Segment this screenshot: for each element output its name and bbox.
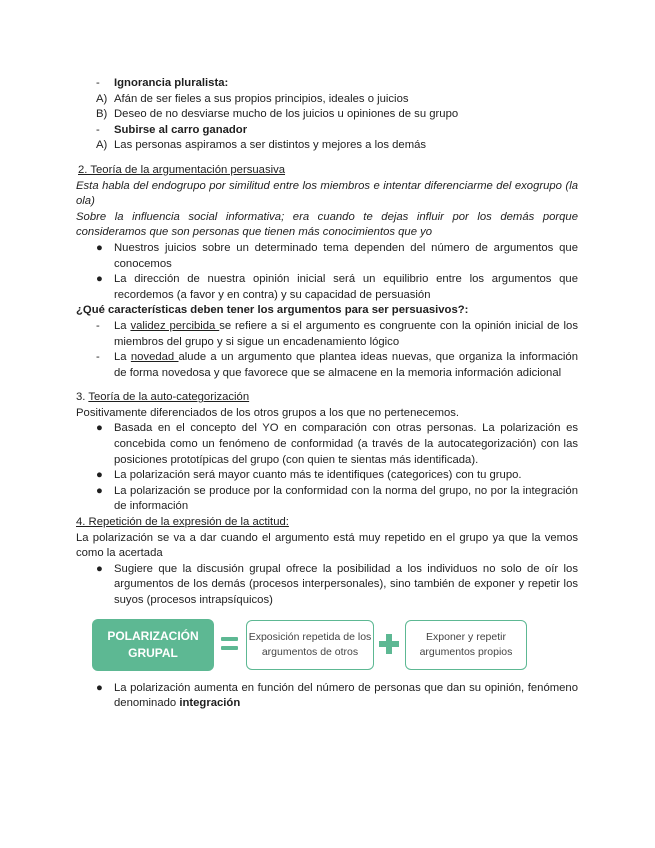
- section-2-title: 2. Teoría de la argumentación persuasiva: [78, 163, 286, 176]
- paragraph: Sobre la influencia social informativa; era cuando te dejas influir por los demás porque consideramos que son personas que tienen más conocimientos que yo: [76, 210, 578, 239]
- equals-icon: [221, 637, 238, 655]
- question-heading: ¿Qué características deben tener los argumentos para ser persuasivos?:: [76, 304, 469, 317]
- list-item: [76, 319, 578, 350]
- list-item: [76, 123, 578, 139]
- section-heading: [76, 390, 578, 406]
- dash-marker: -: [96, 351, 100, 364]
- bullet-item: [76, 272, 578, 303]
- list-text: Afán de ser fieles a sus propios principios, ideales o juicios: [114, 92, 409, 105]
- bullet-text: La dirección de nuestra opinión inicial será un equilibrio entre los argumentos que recordemos (a favor y en contra) y su capacidad de persuasión: [114, 273, 578, 301]
- list-item: [76, 138, 578, 154]
- section-3-number: 3.: [76, 391, 89, 404]
- list-text-prefix: La: [114, 351, 131, 364]
- section-4-title: 4. Repetición de la expresión de la actitud:: [76, 516, 289, 529]
- list-text: Deseo de no desviarse mucho de los juicios u opiniones de su grupo: [114, 108, 459, 121]
- paragraph: Positivamente diferenciados de los otros grupos a los que no pertenecemos.: [76, 406, 460, 419]
- diagram-box-exposure: Exposición repetida de los argumentos de otros: [246, 620, 374, 670]
- term-integracion: integración: [179, 697, 241, 710]
- bullet-text: La polarización se produce por la conformidad con la norma del grupo, no por la integración de información: [114, 484, 578, 513]
- section-heading: [76, 163, 578, 179]
- bullet-marker: ●: [96, 562, 103, 575]
- bullet-item: [76, 241, 578, 272]
- bullet-text: Nuestros juicios sobre un determinado tema dependen del número de argumentos que conocemos: [114, 241, 578, 270]
- list-text: se refiere a si el argumento es congruente con la opinión inicial de los miembros del grupo y si sigue un encadenamiento lógico: [114, 319, 578, 348]
- paragraph: La polarización se va a dar cuando el argumento está muy repetido en el grupo ya que la vemos como la acertada: [76, 531, 578, 560]
- bullet-item: [76, 562, 578, 609]
- dash-marker: -: [96, 77, 100, 89]
- bullet-text: Sugiere que la discusión grupal ofrece la posibilidad a los individuos no solo de oír los argumentos de los demás (procesos interpersonales), sino también de exponer y repetir los suyos (procesos intrapsíquicos): [114, 562, 578, 606]
- dash-marker: -: [96, 319, 100, 332]
- item-carro-ganador: Subirse al carro ganador: [114, 123, 248, 136]
- term-validez-percibida: validez percibida: [130, 319, 220, 332]
- list-item: [76, 92, 578, 108]
- bullet-item: [76, 681, 578, 712]
- list-text: alude a un argumento que plantea ideas nuevas, que organiza la información de forma novedosa y que favorece que se almacene en la memoria información adicional: [114, 351, 579, 379]
- diagram-box-expose-repeat: Exponer y repetir argumentos propios: [405, 620, 527, 670]
- bullet-item: [76, 468, 578, 484]
- polarization-diagram: [92, 619, 578, 673]
- bullet-marker: ●: [96, 469, 103, 482]
- bullet-item: [76, 421, 578, 468]
- bullet-text: Basada en el concepto del YO en comparación con otras personas. La polarización es concebida como un fenómeno de conformidad (a través de la autocategorización) con las posiciones prototípicas del grupo (con quien te sientas más identificada).: [114, 422, 578, 466]
- document-page: [76, 76, 578, 712]
- bullet-marker: ●: [96, 681, 103, 694]
- list-item: [76, 76, 578, 92]
- dash-marker: -: [96, 123, 100, 136]
- list-text-prefix: La: [114, 319, 131, 332]
- list-item: [76, 350, 578, 381]
- letter-marker: A): [96, 139, 108, 152]
- bullet-item: [76, 484, 578, 515]
- section-3-title: Teoría de la auto-categorización: [88, 391, 250, 404]
- plus-icon: [379, 634, 399, 654]
- item-ignorancia-pluralista: Ignorancia pluralista:: [114, 77, 229, 89]
- bullet-text: La polarización será mayor cuanto más te identifiques (categorices) con tu grupo.: [114, 469, 522, 482]
- list-text: Las personas aspiramos a ser distintos y mejores a los demás: [114, 139, 427, 152]
- list-item: [76, 107, 578, 123]
- bullet-marker: ●: [96, 241, 103, 254]
- diagram-main-box: POLARIZACIÓN GRUPAL: [92, 619, 214, 671]
- bullet-text: La polarización aumenta en función del número de personas que dan su opinión, fenómeno denominado: [114, 681, 578, 710]
- section-heading: [76, 515, 578, 531]
- bullet-marker: ●: [96, 422, 103, 435]
- bullet-marker: ●: [96, 484, 103, 497]
- paragraph: Esta habla del endogrupo por similitud entre los miembros e intentar diferenciarme del exogrupo (la ola): [76, 179, 578, 208]
- letter-marker: A): [96, 92, 108, 105]
- letter-marker: B): [96, 108, 108, 121]
- term-novedad: novedad: [130, 351, 179, 364]
- bullet-marker: ●: [96, 273, 103, 286]
